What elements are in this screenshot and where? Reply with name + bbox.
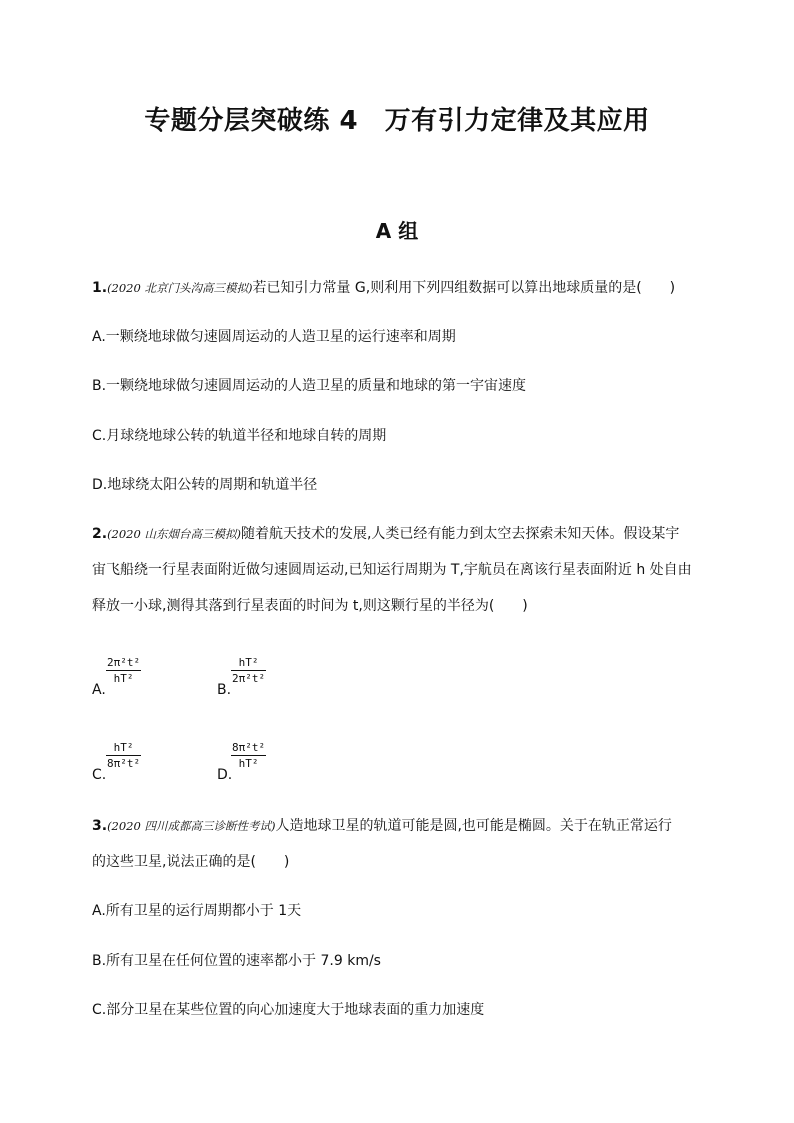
question-source: (2020 北京门头沟高三模拟) (107, 281, 253, 295)
option-letter: B. (217, 682, 232, 698)
fraction-bar (231, 755, 266, 756)
page-title: 专题分层突破练 4 万有引力定律及其应用 (144, 106, 650, 136)
question-3-stem-line-1 (92, 815, 712, 835)
question-1-option-c: C.月球绕地球公转的轨道半径和地球自转的周期 (92, 428, 387, 444)
question-1-option-d: D.地球绕太阳公转的周期和轨道半径 (92, 477, 318, 493)
question-3-option-c: C.部分卫星在某些位置的向心加速度大于地球表面的重力加速度 (92, 1002, 485, 1018)
question-2-stem-line-1 (92, 523, 712, 543)
fraction (231, 656, 266, 685)
question-number: 2. (92, 526, 108, 542)
fraction-denominator: 8π²t² (107, 757, 141, 770)
fraction-numerator: 8π²t² (232, 741, 266, 754)
question-3-stem-line-2: 的这些卫星,说法正确的是( ) (92, 854, 290, 870)
question-text: 人造地球卫星的轨道可能是圆,也可能是椭圆。关于在轨正常运行 (275, 818, 672, 834)
question-number: 1. (92, 280, 108, 296)
question-1-stem (92, 277, 712, 297)
fraction-bar (106, 670, 141, 671)
group-label: A 组 (375, 219, 419, 243)
fraction (106, 741, 141, 770)
fraction-denominator: hT² (113, 672, 134, 685)
question-source: (2020 四川成都高三诊断性考试) (107, 819, 276, 833)
question-text: 随着航天技术的发展,人类已经有能力到太空去探索未知天体。假设某宇 (240, 526, 680, 542)
fraction-denominator: hT² (238, 757, 259, 770)
fraction-numerator: 2π²t² (107, 656, 141, 669)
fraction (106, 656, 141, 685)
option-letter: D. (217, 767, 233, 783)
question-number: 3. (92, 818, 108, 834)
fraction-denominator: 2π²t² (232, 672, 266, 685)
question-source: (2020 山东烟台高三模拟) (107, 527, 241, 541)
question-1-option-a: A.一颗绕地球做匀速圆周运动的人造卫星的运行速率和周期 (92, 329, 456, 345)
question-3-option-a: A.所有卫星的运行周期都小于 1天 (92, 903, 302, 919)
fraction-numerator: hT² (113, 741, 134, 754)
question-3-option-b: B.所有卫星在任何位置的速率都小于 7.9 km/s (92, 953, 381, 969)
question-1-option-b: B.一颗绕地球做匀速圆周运动的人造卫星的质量和地球的第一宇宙速度 (92, 378, 527, 394)
question-text: 若已知引力常量 G,则利用下列四组数据可以算出地球质量的是( ) (252, 280, 676, 296)
fraction-numerator: hT² (238, 656, 259, 669)
option-letter: C. (92, 767, 107, 783)
question-2-stem-line-3: 释放一小球,测得其落到行星表面的时间为 t,则这颗行星的半径为( ) (92, 598, 528, 614)
question-2-stem-line-2: 宙飞船绕一行星表面附近做匀速圆周运动,已知运行周期为 T,宇航员在离该行星表面附近 h 处自由 (92, 562, 692, 578)
fraction-bar (106, 755, 141, 756)
option-letter: A. (92, 682, 106, 698)
fraction (231, 741, 266, 770)
fraction-bar (231, 670, 266, 671)
